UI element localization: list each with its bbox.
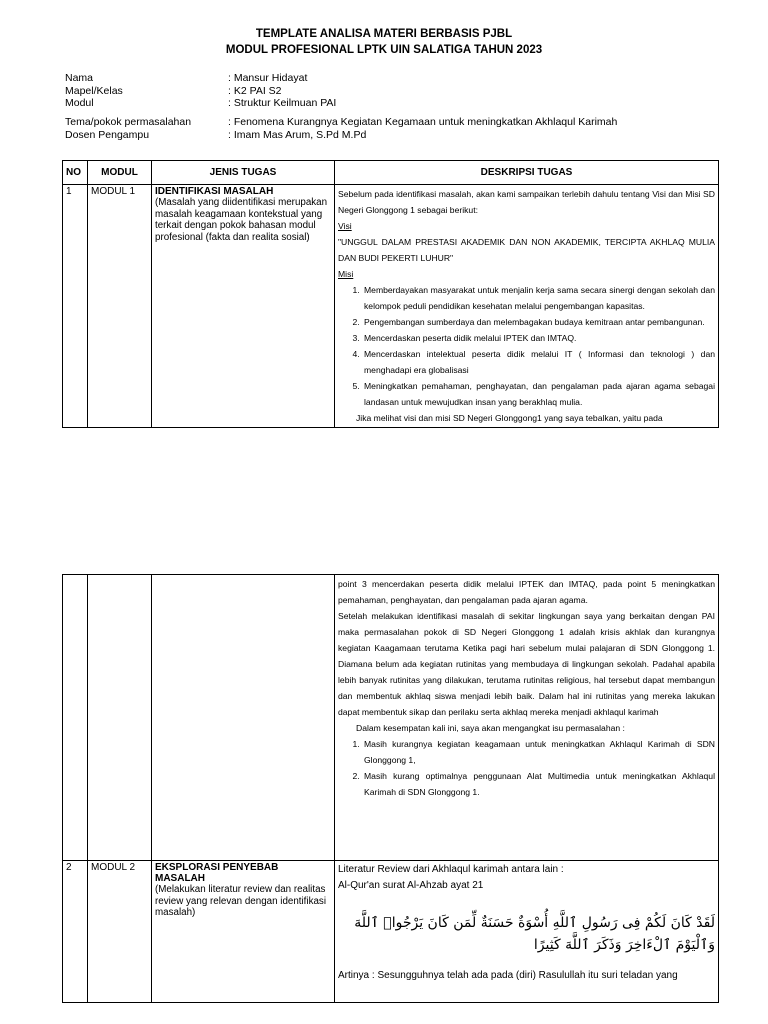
table-header-row xyxy=(63,161,719,185)
row-deskripsi xyxy=(335,861,719,1003)
analysis-table-page2 xyxy=(62,574,719,1003)
intro-text: Sebelum pada identifikasi masalah, akan kami sampaikan terlebih dahulu tentang Visi dan Misi SD Negeri Glonggong 1 sebagai berikut: xyxy=(338,189,715,215)
issue-intro: Dalam kesempatan kali ini, saya akan mengangkat isu permasalahan : xyxy=(356,723,625,733)
jenis-title: IDENTIFIKASI MASALAH xyxy=(155,186,274,197)
table-row xyxy=(63,861,719,1003)
meta-block-1 xyxy=(65,72,336,110)
table-row xyxy=(63,185,719,428)
meta-row-modul xyxy=(65,97,336,110)
arabic-verse: لَقَدْ كَانَ لَكُمْ فِى رَسُولِ ٱللَّهِ أُسْوَةٌ حَسَنَةٌ لِّمَن كَانَ يَرْجُوا۟ ٱللَّهَ وَٱلْيَوْمَ ٱلْءَاخِرَ وَذَكَرَ ٱللَّهَ كَثِيرًا xyxy=(354,915,715,953)
closing-text: Jika melihat visi dan misi SD Negeri Glonggong1 yang saya tebalkan, yaitu pada xyxy=(356,413,663,423)
document-title-line1: TEMPLATE ANALISA MATERI BERBASIS PJBL xyxy=(255,28,513,40)
meta-row-dosen xyxy=(65,129,617,142)
meta-value: : K2 PAI S2 xyxy=(228,84,282,97)
meta-value: : Mansur Hidayat xyxy=(228,72,308,84)
list-item: 2. Pengembangan sumberdaya dan melembagakan budaya kemitraan antar pembangunan. xyxy=(362,314,715,330)
meta-row-mapel xyxy=(65,85,336,98)
row-deskripsi-continued xyxy=(335,575,719,861)
document-title-line2: MODUL PROFESIONAL LPTK UIN SALATIGA TAHUN 2023 xyxy=(225,44,543,56)
row-number: 2 xyxy=(63,861,88,1003)
issue-list xyxy=(338,736,715,800)
row-jenis-tugas xyxy=(152,861,335,1003)
meta-value: : Fenomena Kurangnya Kegiatan Kegamaan untuk meningkatkan Akhlaqul Karimah xyxy=(228,116,618,128)
jenis-description: (Melakukan literatur review dan realitas review yang relevan dengan identifikasi masalah) xyxy=(155,884,327,918)
surah-reference: Al-Qur'an surat Al-Ahzab ayat 21 xyxy=(338,880,484,891)
list-item: 5. Meningkatkan pemahaman, penghayatan, dan pengalaman pada ajaran agama sebagai landasan untuk mewujudkan insan yang berakhlaq mulia. xyxy=(362,378,715,410)
translation-text: Artinya : Sesungguhnya telah ada pada (diri) Rasulullah itu suri teladan yang xyxy=(338,970,678,981)
misi-label: Misi xyxy=(338,269,354,279)
meta-label: Dosen Pengampu xyxy=(65,128,150,141)
header-jenis-tugas: JENIS TUGAS xyxy=(152,161,335,185)
meta-value: : Imam Mas Arum, S.Pd M.Pd xyxy=(228,128,367,141)
analysis-table-page1 xyxy=(62,160,719,428)
meta-value: : Struktur Keilmuan PAI xyxy=(228,97,337,109)
table-row-continued xyxy=(63,575,719,861)
header-deskripsi-tugas: DESKRIPSI TUGAS xyxy=(335,161,719,185)
meta-block-2 xyxy=(65,116,617,141)
row-jenis-empty xyxy=(152,575,335,861)
row-modul-empty xyxy=(88,575,152,861)
literature-intro: Literatur Review dari Akhlaqul karimah antara lain : xyxy=(338,864,564,875)
meta-row-tema xyxy=(65,116,617,129)
list-item: 2. Masih kurang optimalnya penggunaan Alat Multimedia untuk meningkatkan Akhlaqul Karimah di SDN Glonggong 1. xyxy=(362,768,715,800)
row-modul: MODUL 2 xyxy=(88,861,152,1003)
header-no: NO xyxy=(63,161,88,185)
problem-paragraph: Setelah melakukan identifikasi masalah di sekitar lingkungan saya yang berkaitan dengan PAI maka permasalahan pokok di SD Negeri Glonggong 1 adalah krisis akhlak dan kurangnya kegiatan Kaagamaan terutama Ketika pagi hari sebelum mulai palajaran di SDN Glonggong 1. Diamana belum ada kegiatan rutinitas yang membudaya di lingkungan sekolah. Padahal apabila lebih banyak rutinitas yang dilakukan, terutama rutinitas religious, hal tersebut dapat membangun dan membentuk akhlaq siswa menjadi lebih baik. Dalam hal ini rutinitas yang mereka lakukan dapat membentuk sikap dan perilaku serta akhlaq mereka menjadi akhlaqul karimah xyxy=(338,611,715,717)
list-item: 1. Masih kurangnya kegiatan keagamaan untuk meningkatkan Akhlaqul Karimah di SDN Glonggong 1, xyxy=(362,736,715,768)
meta-label: Nama xyxy=(65,72,94,84)
jenis-description: (Masalah yang diidentifikasi merupakan masalah keagamaan kontekstual yang terkait dengan pokok bahasan modul profesional (fakta dan realita sosial) xyxy=(155,197,328,243)
misi-list xyxy=(338,282,715,410)
list-item: 1. Memberdayakan masyarakat untuk menjalin kerja sama secara sinergi dengan sekolah dan kelompok peduli pendidikan kesehatan melalui pengembangan kapasitas. xyxy=(362,282,715,314)
meta-row-nama xyxy=(65,72,336,85)
list-item: 3. Mencerdaskan peserta didik melalui IPTEK dan IMTAQ. xyxy=(362,330,715,346)
jenis-title: EKSPLORASI PENYEBAB MASALAH xyxy=(155,862,279,884)
meta-label: Tema/pokok permasalahan xyxy=(65,116,192,128)
visi-label: Visi xyxy=(338,221,352,231)
visi-text: "UNGGUL DALAM PRESTASI AKADEMIK DAN NON AKADEMIK, TERCIPTA AKHLAQ MULIA DAN BUDI PEKERTI LUHUR" xyxy=(338,237,715,263)
row-modul: MODUL 1 xyxy=(88,185,152,428)
header-modul: MODUL xyxy=(88,161,152,185)
meta-label: Modul xyxy=(65,97,94,109)
continued-paragraph: point 3 mencerdakan peserta didik melalui IPTEK dan IMTAQ, pada point 5 meningkatkan pemahaman, penghayatan, dan pengalaman pada ajaran agama. xyxy=(338,579,715,605)
row-jenis-tugas xyxy=(152,185,335,428)
row-number-empty xyxy=(63,575,88,861)
list-item: 4. Mencerdaskan intelektual peserta didik melalui IT ( Informasi dan teknologi ) dan menghadapi era globalisasi xyxy=(362,346,715,378)
meta-label: Mapel/Kelas xyxy=(65,84,123,97)
row-number: 1 xyxy=(63,185,88,428)
row-deskripsi xyxy=(335,185,719,428)
